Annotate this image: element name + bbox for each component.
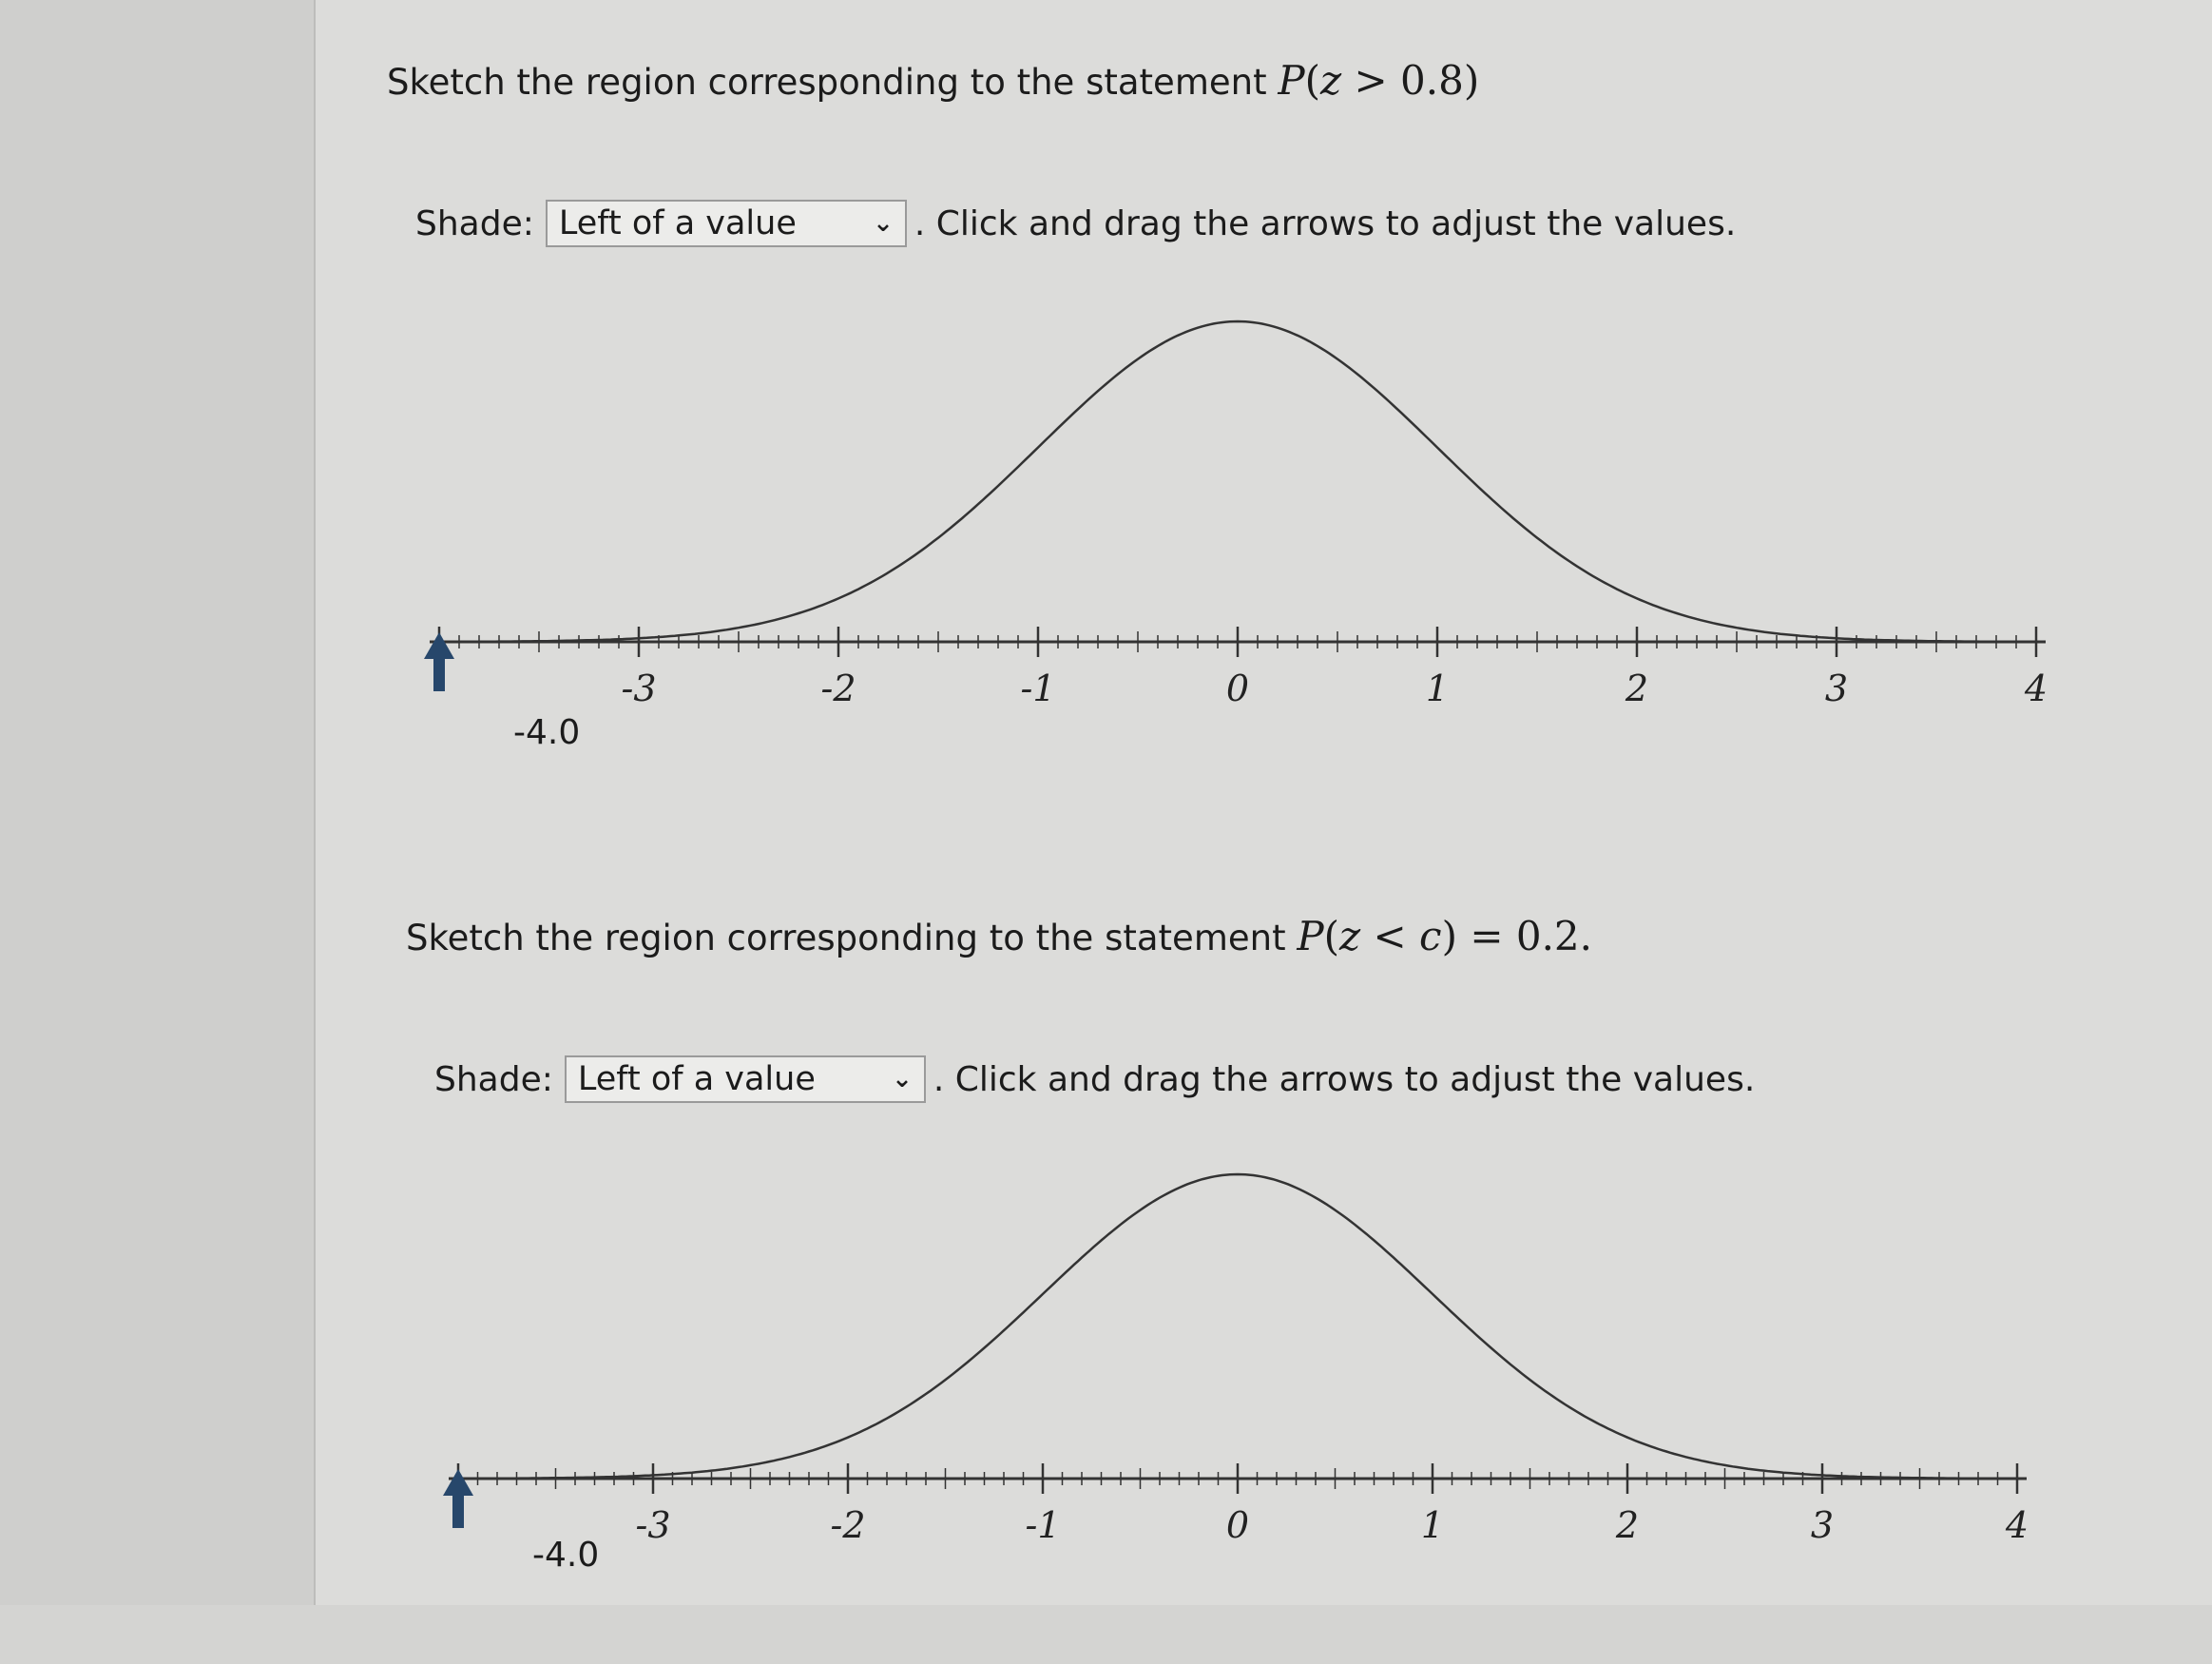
- tick-label: 3: [1810, 1504, 1835, 1546]
- tick-label: 2: [1625, 668, 1649, 709]
- tick-label: -3: [621, 668, 657, 709]
- normal-curve-chart-1: [411, 266, 2084, 799]
- handle-value-label: -4.0: [513, 713, 581, 752]
- drag-instruction: . Click and drag the arrows to adjust the values.: [933, 1059, 1756, 1099]
- shade-label: Shade:: [415, 203, 534, 243]
- shade-select-2[interactable]: [565, 1055, 926, 1103]
- arrow-head: [424, 632, 454, 659]
- normal-plot-2: [411, 1141, 2084, 1620]
- handle-value-label: -4.0: [532, 1536, 600, 1575]
- shade-select-value: Left of a value: [558, 204, 797, 242]
- arrow-head: [443, 1469, 473, 1496]
- tick-label: -1: [1020, 668, 1056, 709]
- shade-select-1[interactable]: [546, 200, 907, 247]
- normal-curve-chart-2: [411, 1141, 2084, 1616]
- tick-label: 4: [2005, 1504, 2029, 1546]
- tick-label: 2: [1615, 1504, 1640, 1546]
- chevron-down-icon: ⌄: [873, 209, 894, 238]
- tick-label: -1: [1025, 1504, 1061, 1546]
- shade-label: Shade:: [434, 1059, 553, 1099]
- tick-label: -2: [820, 668, 856, 709]
- shade-row-1: [415, 200, 1736, 247]
- tick-label: 4: [2024, 668, 2049, 709]
- question-2: [316, 856, 2212, 1664]
- tick-label: 1: [1425, 668, 1450, 709]
- normal-plot-1: [411, 266, 2084, 803]
- prompt-math: P(z < c) = 0.2.: [1297, 913, 1593, 959]
- drag-instruction: . Click and drag the arrows to adjust the values.: [914, 203, 1737, 243]
- chevron-down-icon: ⌄: [892, 1065, 913, 1093]
- question-1-prompt: [387, 57, 1479, 104]
- question-page: [314, 0, 2212, 1605]
- normal-curve-line: [439, 321, 2036, 642]
- tick-label: 0: [1225, 1504, 1250, 1546]
- prompt-math: P(z > 0.8): [1278, 57, 1480, 104]
- left-margin: [0, 0, 314, 1605]
- tick-label: 3: [1824, 668, 1849, 709]
- prompt-text: Sketch the region corresponding to the statement: [406, 918, 1298, 958]
- arrow-shaft: [433, 655, 445, 691]
- question-2-prompt: [406, 913, 1592, 959]
- arrow-shaft: [452, 1492, 464, 1528]
- shade-select-value: Left of a value: [577, 1060, 816, 1098]
- question-1: [316, 0, 2212, 808]
- shade-row-2: [434, 1055, 1755, 1103]
- prompt-text: Sketch the region corresponding to the statement: [387, 62, 1279, 103]
- tick-label: 1: [1420, 1504, 1445, 1546]
- tick-label: 0: [1225, 668, 1250, 709]
- normal-curve-line: [458, 1174, 2017, 1479]
- tick-label: -3: [635, 1504, 671, 1546]
- tick-label: -2: [830, 1504, 866, 1546]
